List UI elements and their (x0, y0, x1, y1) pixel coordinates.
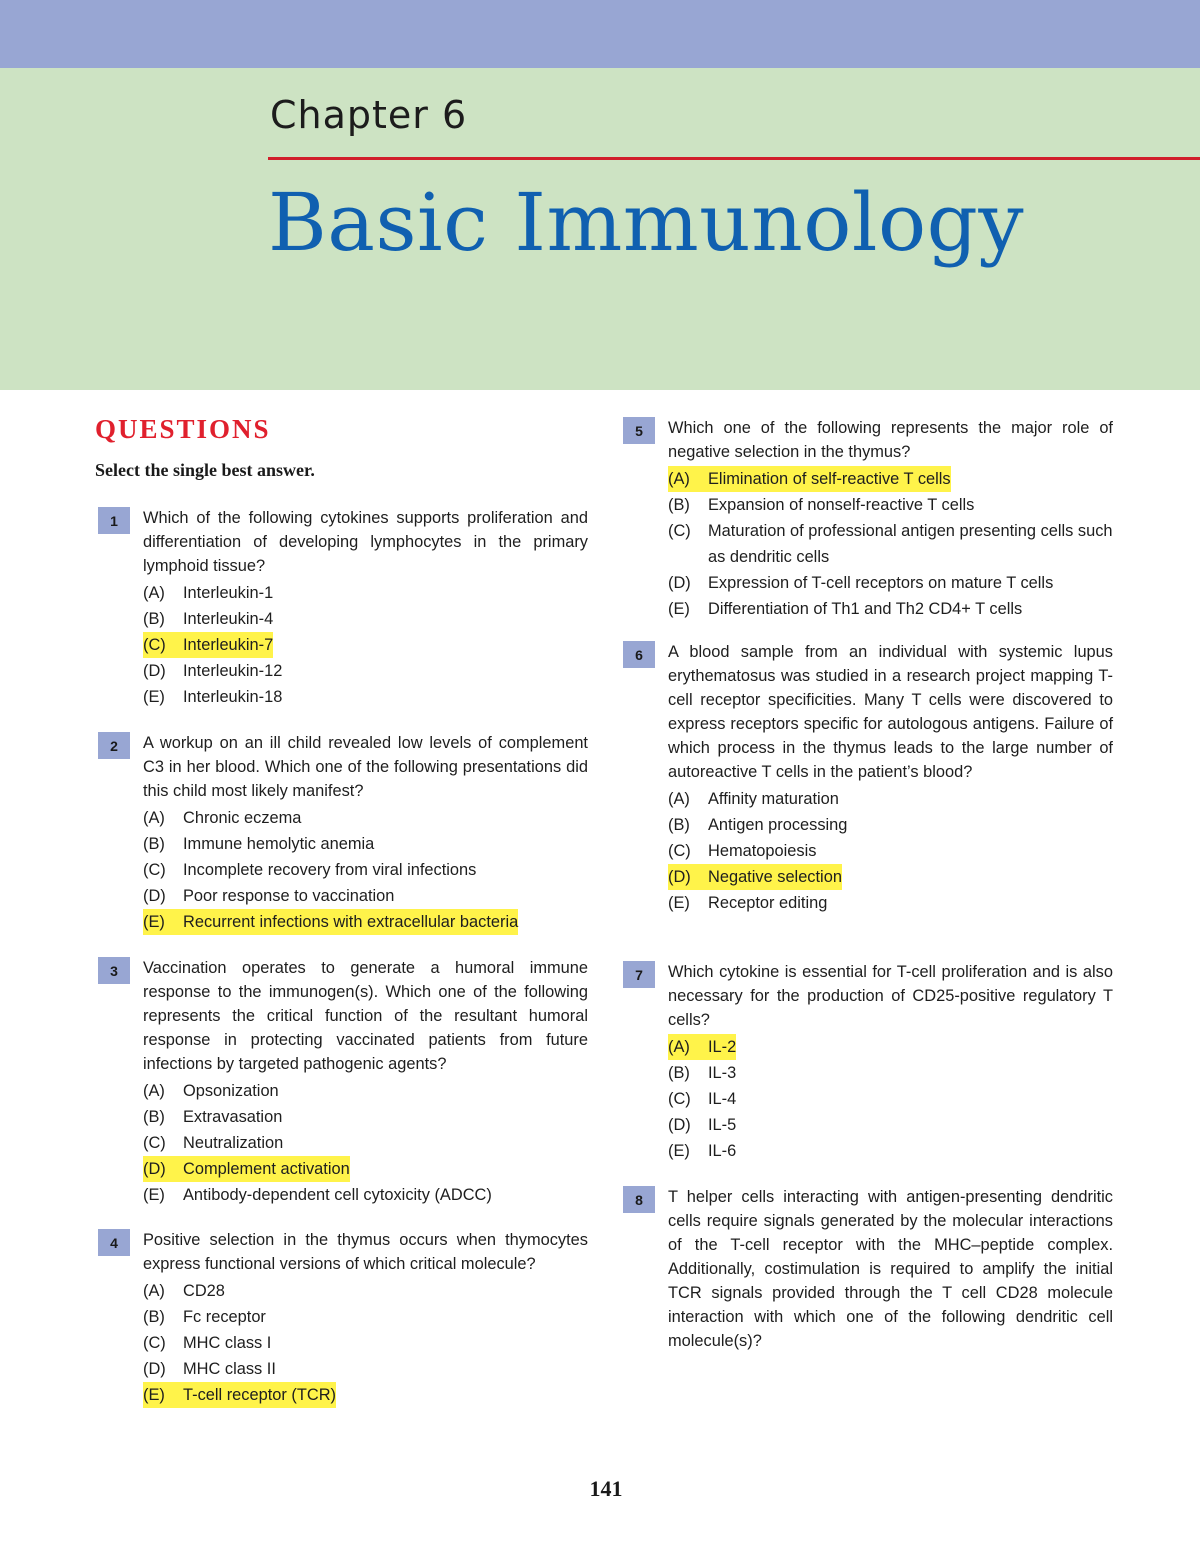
option-letter: (B) (668, 816, 690, 834)
option-text: Chronic eczema (183, 809, 302, 827)
option-text: Maturation of professional antigen presenting cells such as dendritic cells (708, 522, 1113, 566)
answer-option-highlighted (143, 1156, 588, 1182)
answer-option-highlighted (143, 632, 588, 658)
question-stem: A blood sample from an individual with systemic lupus erythematosus was studied in a research project mapping T-cell receptor specificities. Many T cells were discovered to express receptors specific for autologous antigens. Failure of which process in the thymus leads to the large number of autoreactive T cells in the patient’s blood? (668, 643, 1113, 781)
answer-option (143, 1356, 588, 1382)
option-letter: (A) (143, 1282, 165, 1300)
option-text: Elimination of self-reactive T cells (708, 466, 951, 492)
option-text: Poor response to vaccination (183, 887, 395, 905)
question-number-badge: 3 (98, 957, 130, 984)
option-text: IL-3 (708, 1064, 737, 1082)
option-text: IL-6 (708, 1142, 737, 1160)
answer-option (668, 786, 1113, 812)
question-4 (110, 1228, 588, 1408)
answer-option (143, 1304, 588, 1330)
option-text: Antibody-dependent cell cytoxicity (ADCC) (183, 1186, 492, 1204)
question-number-badge: 1 (98, 507, 130, 534)
answer-options (143, 580, 588, 710)
answer-option-highlighted (668, 864, 1113, 890)
answer-option (143, 606, 588, 632)
option-letter: (B) (668, 1064, 690, 1082)
question-5 (635, 416, 1113, 622)
answer-option (143, 1104, 588, 1130)
option-text: Complement activation (183, 1156, 350, 1182)
option-text: T-cell receptor (TCR) (183, 1382, 336, 1408)
option-text: Hematopoiesis (708, 842, 817, 860)
answer-option-highlighted (668, 1034, 1113, 1060)
option-text: Interleukin-12 (183, 662, 283, 680)
option-letter: (C) (143, 1134, 166, 1152)
answer-option-highlighted (143, 1382, 588, 1408)
chapter-divider (268, 157, 1200, 160)
answer-option (143, 658, 588, 684)
answer-option (668, 570, 1113, 596)
option-letter: (A) (143, 584, 165, 602)
question-7 (635, 960, 1113, 1164)
answer-option (143, 580, 588, 606)
question-stem: Which of the following cytokines supports proliferation and differentiation of developing lymphocytes in the primary lymphoid tissue? (143, 509, 588, 575)
option-letter: (C) (668, 842, 691, 860)
option-letter: (E) (668, 600, 690, 618)
question-number-badge: 5 (623, 417, 655, 444)
option-text: Interleukin-4 (183, 610, 274, 628)
option-letter: (D) (143, 1360, 166, 1378)
option-letter: (C) (143, 632, 183, 658)
answer-option (143, 1182, 588, 1208)
top-color-bar (0, 0, 1200, 68)
option-letter: (A) (668, 1034, 708, 1060)
option-text: Negative selection (708, 864, 842, 890)
answer-option (143, 831, 588, 857)
option-letter: (C) (668, 1090, 691, 1108)
answer-option (668, 1060, 1113, 1086)
answer-options (668, 466, 1113, 622)
option-letter: (E) (668, 894, 690, 912)
option-text: IL-2 (708, 1034, 736, 1060)
answer-option (143, 1278, 588, 1304)
option-letter: (E) (143, 1382, 183, 1408)
question-stem: Positive selection in the thymus occurs when thymocytes express functional versions of which critical molecule? (143, 1231, 588, 1273)
option-letter: (B) (143, 1108, 165, 1126)
question-number-badge: 7 (623, 961, 655, 988)
questions-heading: QUESTIONS (95, 414, 271, 444)
option-text: Extravasation (183, 1108, 283, 1126)
answer-option (143, 805, 588, 831)
answer-option (668, 596, 1113, 622)
option-letter: (A) (143, 1082, 165, 1100)
question-stem: Vaccination operates to generate a humoral immune response to the immunogen(s). Which one of the following represents the critical function of the resultant humoral response in protecting vaccinated patients from future infections by targeted pathogenic agents? (143, 959, 588, 1073)
option-text: Affinity maturation (708, 790, 839, 808)
option-text: Neutralization (183, 1134, 284, 1152)
answer-option (668, 1112, 1113, 1138)
answer-option (668, 812, 1113, 838)
option-text: Expression of T-cell receptors on mature T cells (708, 574, 1054, 592)
answer-option (668, 518, 1113, 570)
option-letter: (D) (668, 1116, 691, 1134)
option-letter: (C) (143, 861, 166, 879)
answer-option (143, 684, 588, 710)
option-letter: (B) (143, 1308, 165, 1326)
answer-option (668, 1086, 1113, 1112)
option-text: Interleukin-7 (183, 632, 273, 658)
option-letter: (D) (143, 1156, 183, 1182)
answer-options (143, 805, 588, 935)
question-stem: T helper cells interacting with antigen-presenting dendritic cells require signals generated by the molecular interactions of the T-cell receptor with the MHC–peptide complex. Additionally, costimulation is required to amplify the initial TCR signals provided through the T cell CD28 molecule interaction with which one of the following dendritic cell molecule(s)? (668, 1188, 1113, 1350)
option-text: Immune hemolytic anemia (183, 835, 375, 853)
instruction-text: Select the single best answer. (95, 460, 315, 480)
answer-options (668, 1034, 1113, 1164)
option-text: Interleukin-1 (183, 584, 274, 602)
option-letter: (A) (143, 809, 165, 827)
option-text: MHC class I (183, 1334, 272, 1352)
option-text: Opsonization (183, 1082, 279, 1100)
question-stem: A workup on an ill child revealed low levels of complement C3 in her blood. Which one of the following presentations did this child most likely manifest? (143, 734, 588, 800)
chapter-label: Chapter 6 (270, 93, 468, 137)
question-1 (110, 506, 588, 710)
option-letter: (D) (668, 574, 691, 592)
option-text: IL-4 (708, 1090, 737, 1108)
answer-option-highlighted (143, 909, 588, 935)
option-text: Receptor editing (708, 894, 828, 912)
question-stem: Which one of the following represents the major role of negative selection in the thymus? (668, 419, 1113, 461)
page-number: 141 (589, 1476, 623, 1501)
question-number-badge: 6 (623, 641, 655, 668)
option-letter: (E) (143, 909, 183, 935)
answer-option (668, 838, 1113, 864)
option-letter: (B) (143, 610, 165, 628)
answer-option (143, 1330, 588, 1356)
chapter-title: Basic Immunology (268, 176, 1025, 269)
question-number-badge: 4 (98, 1229, 130, 1256)
option-text: CD28 (183, 1282, 225, 1300)
option-text: MHC class II (183, 1360, 276, 1378)
option-letter: (C) (143, 1334, 166, 1352)
option-letter: (C) (668, 522, 691, 540)
answer-option (143, 1078, 588, 1104)
option-letter: (E) (143, 688, 165, 706)
question-3 (110, 956, 588, 1208)
answer-option (668, 1138, 1113, 1164)
option-letter: (D) (143, 662, 166, 680)
answer-option (668, 492, 1113, 518)
question-stem: Which cytokine is essential for T-cell proliferation and is also necessary for the production of CD25-positive regulatory T cells? (668, 963, 1113, 1029)
answer-option (143, 1130, 588, 1156)
option-letter: (A) (668, 466, 708, 492)
option-text: Differentiation of Th1 and Th2 CD4+ T cells (708, 600, 1023, 618)
option-text: Expansion of nonself-reactive T cells (708, 496, 975, 514)
option-text: Fc receptor (183, 1308, 266, 1326)
question-8 (635, 1185, 1113, 1355)
question-number-badge: 2 (98, 732, 130, 759)
answer-option (143, 883, 588, 909)
question-number-badge: 8 (623, 1186, 655, 1213)
answer-options (668, 786, 1113, 916)
option-text: Incomplete recovery from viral infections (183, 861, 477, 879)
question-2 (110, 731, 588, 935)
option-text: IL-5 (708, 1116, 737, 1134)
option-letter: (D) (143, 887, 166, 905)
option-letter: (A) (668, 790, 690, 808)
option-letter: (D) (668, 864, 708, 890)
option-letter: (E) (143, 1186, 165, 1204)
option-letter: (B) (143, 835, 165, 853)
question-6 (635, 640, 1113, 916)
option-text: Recurrent infections with extracellular bacteria (183, 909, 518, 935)
option-text: Antigen processing (708, 816, 848, 834)
answer-options (143, 1278, 588, 1408)
option-letter: (B) (668, 496, 690, 514)
answer-option (143, 857, 588, 883)
answer-option-highlighted (668, 466, 1113, 492)
option-text: Interleukin-18 (183, 688, 283, 706)
answer-option (668, 890, 1113, 916)
answer-options (143, 1078, 588, 1208)
option-letter: (E) (668, 1142, 690, 1160)
